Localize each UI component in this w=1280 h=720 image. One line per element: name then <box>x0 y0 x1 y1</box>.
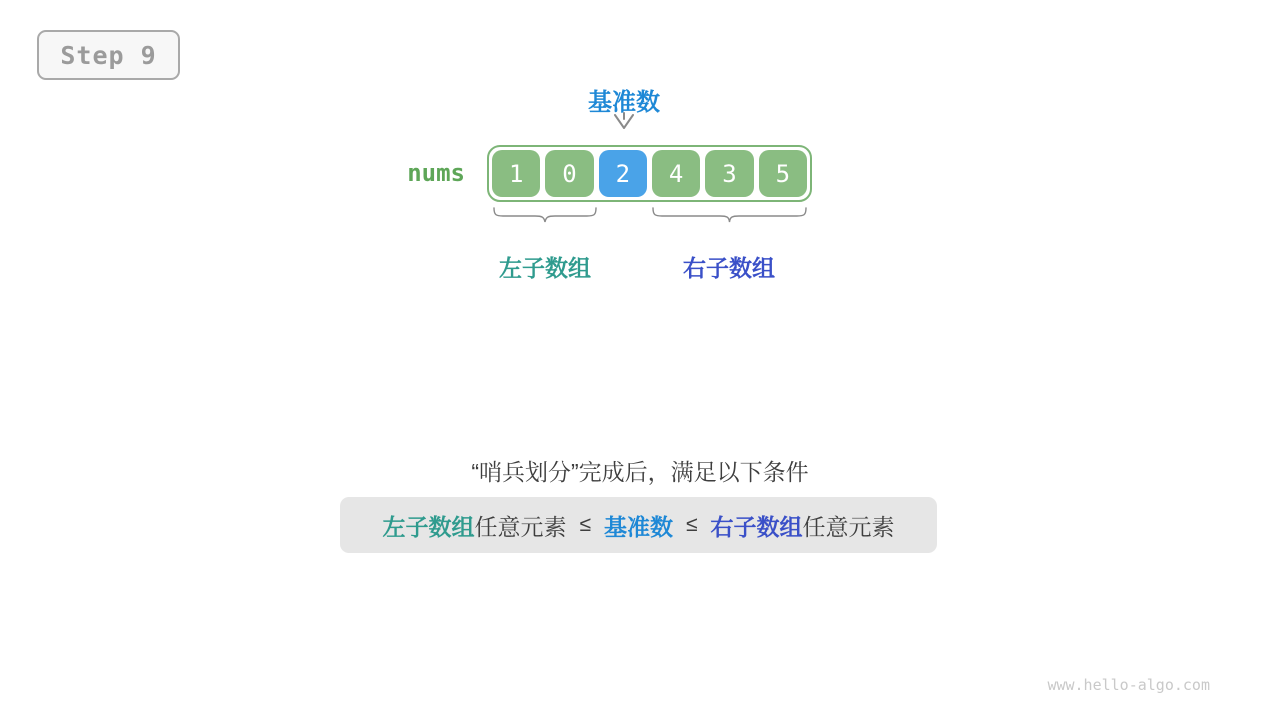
step-badge-label: Step 9 <box>60 40 157 70</box>
left-subarray-brace <box>493 205 597 225</box>
right-subarray-brace <box>652 205 807 225</box>
formula-right-subarray: 右子数组 <box>710 513 803 540</box>
left-subarray-label: 左子数组 <box>499 255 591 281</box>
array-cell-4: 3 <box>705 150 753 197</box>
formula-leq-2: ≤ <box>686 513 698 536</box>
step-badge <box>37 30 180 80</box>
formula-left-subarray: 左子数组 <box>382 513 475 540</box>
array-cell-3: 4 <box>652 150 700 197</box>
formula-right-suffix: 任意元素 <box>802 513 895 540</box>
condition-formula <box>340 497 937 553</box>
array-cell-2: 2 <box>599 150 647 197</box>
nums-label: nums <box>407 159 465 187</box>
array-cell-5: 5 <box>759 150 807 197</box>
formula-leq-1: ≤ <box>579 513 591 536</box>
formula-left-suffix: 任意元素 <box>474 513 567 540</box>
array-cell-0: 1 <box>492 150 540 197</box>
array-cell-1: 0 <box>545 150 593 197</box>
arrow-down-icon <box>612 112 636 132</box>
formula-pivot: 基准数 <box>604 513 673 540</box>
right-subarray-label: 右子数组 <box>683 255 775 281</box>
watermark: www.hello-algo.com <box>1047 676 1210 694</box>
pivot-label: 基准数 <box>588 89 660 116</box>
caption-text: “哨兵划分”完成后，满足以下条件 <box>471 459 809 485</box>
nums-array <box>487 145 812 202</box>
